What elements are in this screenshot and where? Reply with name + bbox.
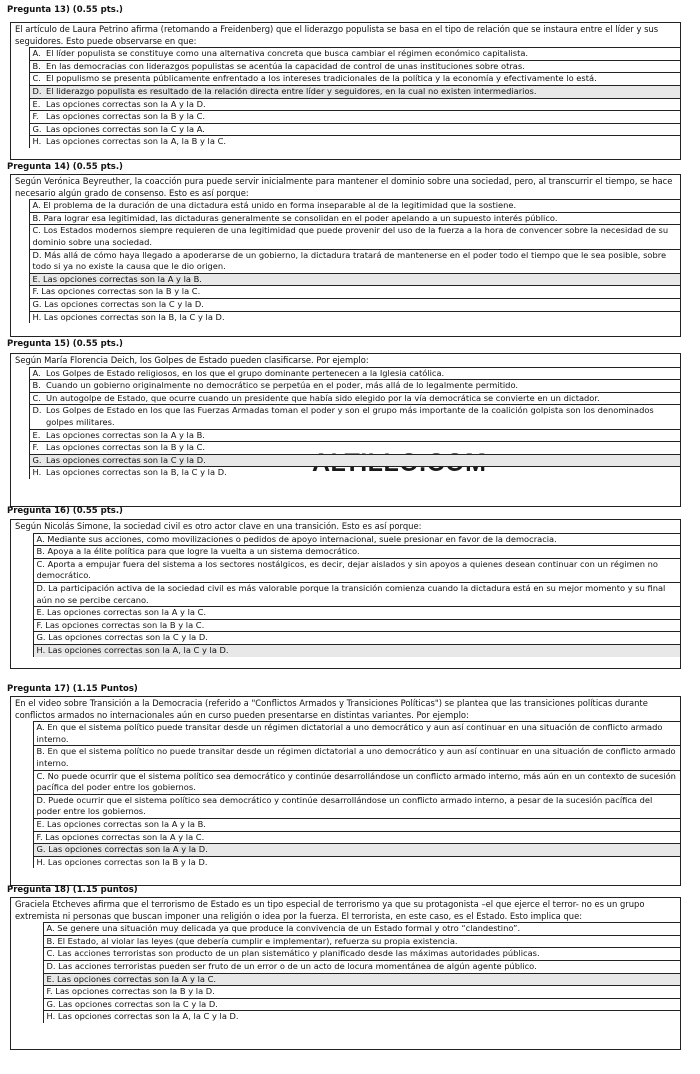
option-b[interactable] [11, 546, 680, 559]
question-17-stem: En el video sobre Transición a la Democracia (referido a "Conflictos Armados y Transiciones Políticas") se plantea que las transiciones políticas durante conflictos armados no internacionales aún en curso pueden presentarse en distintas variantes. Por ejemplo: [15, 698, 648, 720]
question-13-options [11, 47, 680, 148]
question-14-title: Pregunta 14) (0.55 pts.) [7, 162, 123, 172]
option-g[interactable] [11, 454, 680, 467]
question-15-options [11, 367, 680, 479]
option-text: F. Las opciones correctas son la A y la C. [33, 831, 680, 844]
option-text: Las opciones correctas son la C y la D. [43, 454, 680, 467]
option-text: E. Las opciones correctas son la A y la B. [33, 818, 680, 831]
option-text: Las opciones correctas son la B, la C y la D. [43, 467, 680, 479]
option-text: B. Para lograr esa legitimidad, las dictaduras generalmente se consolidan en el poder apelando a un supuesto interés público. [29, 212, 680, 225]
option-c[interactable] [11, 948, 680, 961]
option-h[interactable] [11, 644, 680, 656]
option-g[interactable] [11, 844, 680, 857]
option-letter: E. [29, 98, 43, 111]
option-h[interactable] [11, 856, 680, 868]
option-h[interactable] [11, 311, 680, 323]
option-c[interactable] [11, 770, 680, 794]
question-16-options [11, 533, 680, 657]
option-a[interactable] [11, 367, 680, 380]
question-16-box [10, 519, 681, 669]
option-text: Las opciones correctas son la A y la B. [43, 429, 680, 442]
question-15-stem: Según María Florencia Deich, los Golpes de Estado pueden clasificarse. Por ejemplo: [15, 355, 369, 365]
option-e[interactable] [11, 273, 680, 286]
option-text: El líder populista se constituye como una alternativa concreta que busca cambiar el régimen económico capitalista. [43, 48, 680, 61]
option-text: A. El problema de la duración de una dictadura está unido en forma inseparable al de la legitimidad que la sostiene. [29, 200, 680, 213]
option-e[interactable] [11, 973, 680, 986]
option-text: El populismo se presenta públicamente enfrentado a los intereses tradicionales de la política y la economía y efectivamente lo está. [43, 73, 680, 86]
option-text: A. Mediante sus acciones, como movilizaciones o pedidos de apoyo internacional, suele presionar en favor de la democracia. [33, 533, 680, 546]
option-b[interactable] [11, 60, 680, 73]
question-14-stem: Según Verónica Beyreuther, la coacción pura puede servir inicialmente para mantener el dominio sobre una sociedad, pero, al transcurrir el tiempo, se hace necesario algún grado de consenso. Esto es así porque: [15, 176, 673, 198]
option-letter: E. [29, 429, 43, 442]
option-e[interactable] [11, 98, 680, 111]
question-14-options [11, 199, 680, 323]
option-text: Las opciones correctas son la B y la C. [43, 442, 680, 455]
question-17-options [11, 721, 680, 868]
option-d[interactable] [11, 249, 680, 273]
option-c[interactable] [11, 225, 680, 249]
option-text: Las opciones correctas son la B y la C. [43, 111, 680, 124]
option-c[interactable] [11, 392, 680, 405]
question-13-stem: El artículo de Laura Petrino afirma (retomando a Freidenberg) que el liderazgo populista se basa en el tipo de relación que se instaura entre el líder y sus seguidores. Esto puede observarse en que: [15, 24, 659, 46]
option-text: Las opciones correctas son la A y la D. [43, 98, 680, 111]
option-g[interactable] [11, 123, 680, 136]
question-17-title: Pregunta 17) (1.15 Puntos) [7, 684, 138, 694]
option-text: Las opciones correctas son la A, la B y la C. [43, 136, 680, 148]
option-a[interactable] [11, 200, 680, 213]
option-b[interactable] [11, 380, 680, 393]
option-letter: G. [29, 454, 43, 467]
question-18-title: Pregunta 18) (1.15 puntos) [7, 885, 138, 895]
option-a[interactable] [11, 533, 680, 546]
option-b[interactable] [11, 746, 680, 770]
option-d[interactable] [11, 582, 680, 606]
option-h[interactable] [11, 467, 680, 479]
option-text: B. Apoya a la élite política para que logre la vuelta a un sistema democrático. [33, 546, 680, 559]
option-text: C. Los Estados modernos siempre requieren de una legitimidad que puede provenir del uso de la fuerza a la hora de convencer sobre la necesidad de su dominio sobre una sociedad. [29, 225, 680, 249]
option-text: D. Las acciones terroristas pueden ser fruto de un error o de un acto de locura momentánea de algún agente público. [43, 960, 680, 973]
option-g[interactable] [11, 632, 680, 645]
option-b[interactable] [11, 935, 680, 948]
option-text: E. Las opciones correctas son la A y la C. [43, 973, 680, 986]
option-letter: D. [29, 85, 43, 98]
option-text: G. Las opciones correctas son la A y la D. [33, 844, 680, 857]
option-text: C. Las acciones terroristas son producto de un plan sistemático y planificado desde las máximas autoridades públicas. [43, 948, 680, 961]
option-text: G. Las opciones correctas son la C y la D. [43, 998, 680, 1011]
option-text: Los Golpes de Estado religiosos, en los que el grupo dominante pertenecen a la Iglesia católica. [43, 367, 680, 380]
option-f[interactable] [11, 442, 680, 455]
option-g[interactable] [11, 998, 680, 1011]
question-18-stem: Graciela Etcheves afirma que el terrorismo de Estado es un tipo especial de terrorismo ya que su protagonista –el que ejerce el terror- no es un grupo extremista ni personas que buscan imponer una religión o idea por la fuerza. El terrorista, en este caso, es el Estado. Esto implica que: [15, 899, 645, 921]
option-h[interactable] [11, 1011, 680, 1023]
option-d[interactable] [11, 85, 680, 98]
option-text: G. Las opciones correctas son la C y la D. [29, 298, 680, 311]
option-e[interactable] [11, 607, 680, 620]
question-14-box [10, 174, 681, 337]
option-text: H. Las opciones correctas son la A, la C y la D. [43, 1011, 680, 1023]
option-text: C. Aporta a empujar fuera del sistema a los sectores nostálgicos, es decir, dejar aislados y sin apoyos a quienes desean continuar con un régimen no democrático. [33, 558, 680, 582]
question-16-stem: Según Nicolás Simone, la sociedad civil es otro actor clave en una transición. Esto es así porque: [15, 521, 422, 531]
question-15-title: Pregunta 15) (0.55 pts.) [7, 339, 123, 349]
option-f[interactable] [11, 619, 680, 632]
question-15-box [10, 353, 681, 507]
option-text: Un autogolpe de Estado, que ocurre cuando un presidente que había sido elegido por la vía democrática se convierte en un dictador. [43, 392, 680, 405]
option-letter: D. [29, 405, 43, 429]
option-text: F. Las opciones correctas son la B y la D. [43, 986, 680, 999]
option-d[interactable] [11, 405, 680, 429]
option-text: D. Más allá de cómo haya llegado a apoderarse de un gobierno, la dictadura tratará de mantenerse en el poder todo el tiempo que le sea posible, sobre todo si ya no existe la causa que le dio origen. [29, 249, 680, 273]
option-a[interactable] [11, 722, 680, 746]
option-d[interactable] [11, 794, 680, 818]
option-letter: B. [29, 60, 43, 73]
option-f[interactable] [11, 111, 680, 124]
option-letter: F. [29, 442, 43, 455]
question-16-title: Pregunta 16) (0.55 pts.) [7, 506, 123, 516]
option-c[interactable] [11, 73, 680, 86]
question-18-options [11, 922, 680, 1023]
option-h[interactable] [11, 136, 680, 148]
option-text: E. Las opciones correctas son la A y la C. [33, 607, 680, 620]
option-letter: H. [29, 467, 43, 479]
option-text: B. El Estado, al violar las leyes (que debería cumplir e implementar), refuerza su propia existencia. [43, 935, 680, 948]
option-letter: C. [29, 73, 43, 86]
option-a[interactable] [11, 923, 680, 936]
option-text: F. Las opciones correctas son la B y la C. [33, 619, 680, 632]
option-text: F. Las opciones correctas son la B y la C. [29, 286, 680, 299]
option-text: En las democracias con liderazgos populistas se acentúa la capacidad de control de unas instituciones sobre otras. [43, 60, 680, 73]
option-letter: H. [29, 136, 43, 148]
option-a[interactable] [11, 48, 680, 61]
option-f[interactable] [11, 831, 680, 844]
option-text: Las opciones correctas son la C y la A. [43, 123, 680, 136]
option-text: G. Las opciones correctas son la C y la D. [33, 632, 680, 645]
option-letter: A. [29, 48, 43, 61]
option-text: A. Se genere una situación muy delicada ya que produce la convivencia de un Estado formal y otro “clandestino”. [43, 923, 680, 936]
option-letter: G. [29, 123, 43, 136]
option-letter: A. [29, 367, 43, 380]
option-text: D. La participación activa de la sociedad civil es más valorable porque la transición comienza cuando la dictadura está en su mejor momento y su final aún no se percibe cercano. [33, 582, 680, 606]
option-e[interactable] [11, 818, 680, 831]
question-17-box [10, 696, 681, 886]
option-g[interactable] [11, 298, 680, 311]
option-text: B. En que el sistema político no puede transitar desde un régimen dictatorial a uno democrático y aun así continuar en una situación de conflicto armado interno. [33, 746, 680, 770]
option-text: D. Puede ocurrir que el sistema político sea democrático y continúe desarrollándose un conflicto armado interno, a pesar de la sucesión pacífica del poder entre los gobiernos. [33, 794, 680, 818]
question-18-box [10, 897, 681, 1050]
question-13-title: Pregunta 13) (0.55 pts.) [7, 5, 123, 15]
option-text: Los Golpes de Estado en los que las Fuerzas Armadas toman el poder y son el grupo más importante de la coalición golpista son los denominados golpes militares. [43, 405, 680, 429]
option-letter: F. [29, 111, 43, 124]
option-letter: B. [29, 380, 43, 393]
option-c[interactable] [11, 558, 680, 582]
option-text: H. Las opciones correctas son la B, la C y la D. [29, 311, 680, 323]
option-text: E. Las opciones correctas son la A y la B. [29, 273, 680, 286]
option-b[interactable] [11, 212, 680, 225]
option-text: A. En que el sistema político puede transitar desde un régimen dictatorial a uno democrático y aun así continuar en una situación de conflicto armado interno. [33, 722, 680, 746]
option-text: H. Las opciones correctas son la A, la C y la D. [33, 644, 680, 656]
question-13-box [10, 22, 681, 160]
option-text: Cuando un gobierno originalmente no democrático se perpetúa en el poder, más allá de lo legalmente permitido. [43, 380, 680, 393]
option-e[interactable] [11, 429, 680, 442]
option-f[interactable] [11, 986, 680, 999]
option-f[interactable] [11, 286, 680, 299]
option-letter: C. [29, 392, 43, 405]
option-text: C. No puede ocurrir que el sistema político sea democrático y continúe desarrollándose un conflicto armado interno, más aún en un contexto de sucesión pacífica del poder entre los gobiernos. [33, 770, 680, 794]
option-text: H. Las opciones correctas son la B y la D. [33, 856, 680, 868]
option-text: El liderazgo populista es resultado de la relación directa entre líder y seguidores, en la cual no existen intermediarios. [43, 85, 680, 98]
option-d[interactable] [11, 960, 680, 973]
